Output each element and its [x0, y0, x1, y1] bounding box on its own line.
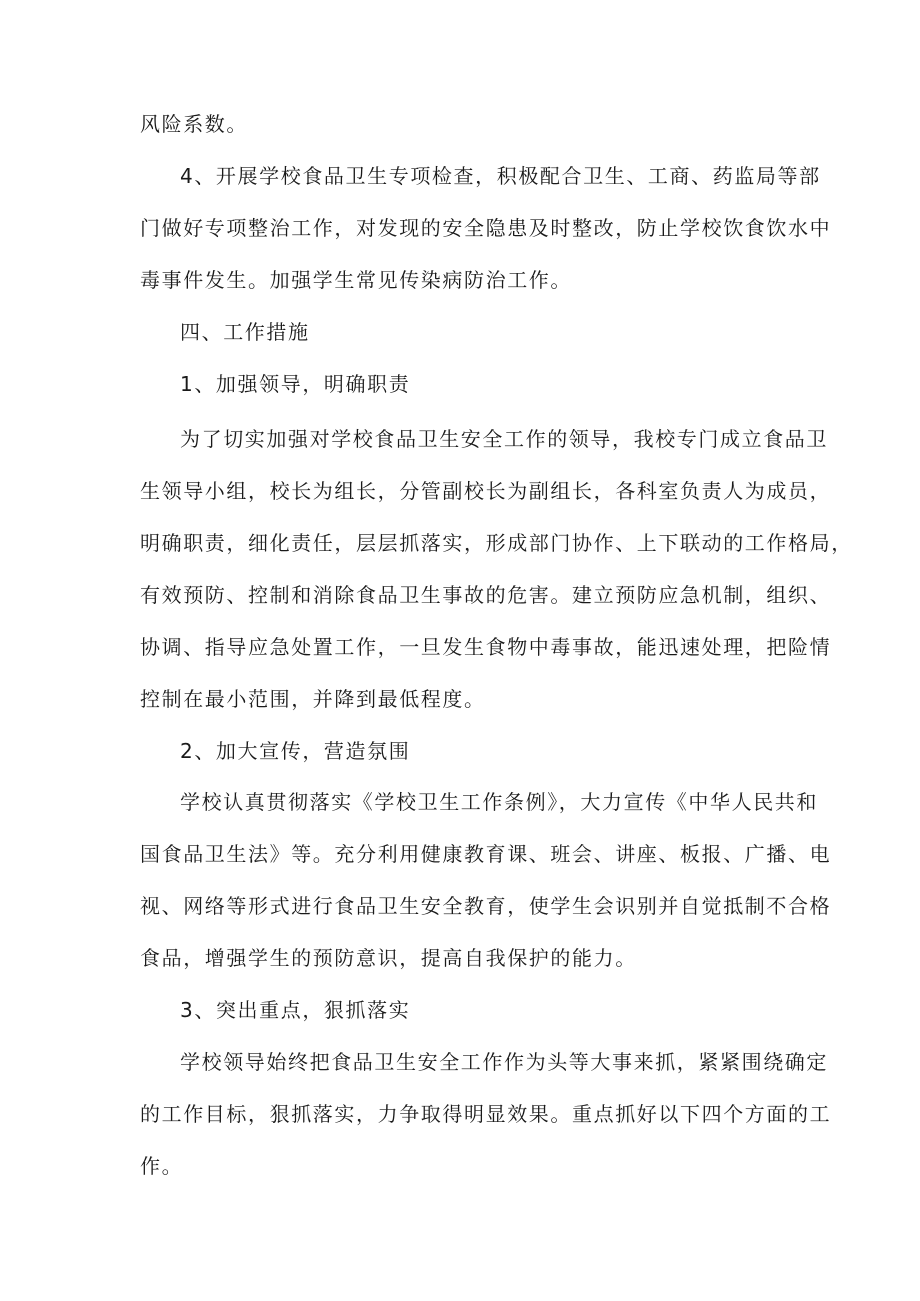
paragraph-line: 为了切实加强对学校食品卫生安全工作的领导，我校专门成立食品卫 — [180, 427, 828, 451]
paragraph-line: 4、开展学校食品卫生专项检查，积极配合卫生、工商、药监局等部 — [180, 164, 821, 188]
text-line: 视、网络等形式进行食品卫生安全教育，使学生会识别并自觉抵制不合格 — [140, 894, 832, 918]
section-heading: 四、工作措施 — [180, 320, 310, 344]
subsection-heading: 1、加强领导，明确职责 — [180, 372, 411, 396]
text-line: 明确职责，细化责任，层层抓落实，形成部门协作、上下联动的工作格局， — [140, 531, 853, 555]
text-line: 控制在最小范围，并降到最低程度。 — [140, 687, 486, 711]
text-line: 国食品卫生法》等。充分利用健康教育课、班会、讲座、板报、广播、电 — [140, 842, 832, 866]
text-line: 作。 — [140, 1154, 184, 1178]
text-line: 门做好专项整治工作，对发现的安全隐患及时整改，防止学校饮食饮水中 — [140, 216, 832, 240]
text-line: 风险系数。 — [140, 112, 248, 136]
text-line: 食品，增强学生的预防意识，提高自我保护的能力。 — [140, 946, 637, 970]
text-line: 毒事件发生。加强学生常见传染病防治工作。 — [140, 268, 572, 292]
subsection-heading: 2、加大宣传，营造氛围 — [180, 739, 411, 763]
text-line: 协调、指导应急处置工作，一旦发生食物中毒事故，能迅速处理，把险情 — [140, 635, 832, 659]
subsection-heading: 3、突出重点，狠抓落实 — [180, 998, 411, 1022]
text-line: 生领导小组，校长为组长，分管副校长为副组长，各科室负责人为成员， — [140, 479, 832, 503]
text-line: 有效预防、控制和消除食品卫生事故的危害。建立预防应急机制，组织、 — [140, 583, 832, 607]
paragraph-line: 学校领导始终把食品卫生安全工作作为头等大事来抓，紧紧围绕确定 — [180, 1050, 828, 1074]
text-line: 的工作目标，狠抓落实，力争取得明显效果。重点抓好以下四个方面的工 — [140, 1102, 832, 1126]
paragraph-line: 学校认真贯彻落实《学校卫生工作条例》，大力宣传《中华人民共和 — [180, 790, 818, 814]
